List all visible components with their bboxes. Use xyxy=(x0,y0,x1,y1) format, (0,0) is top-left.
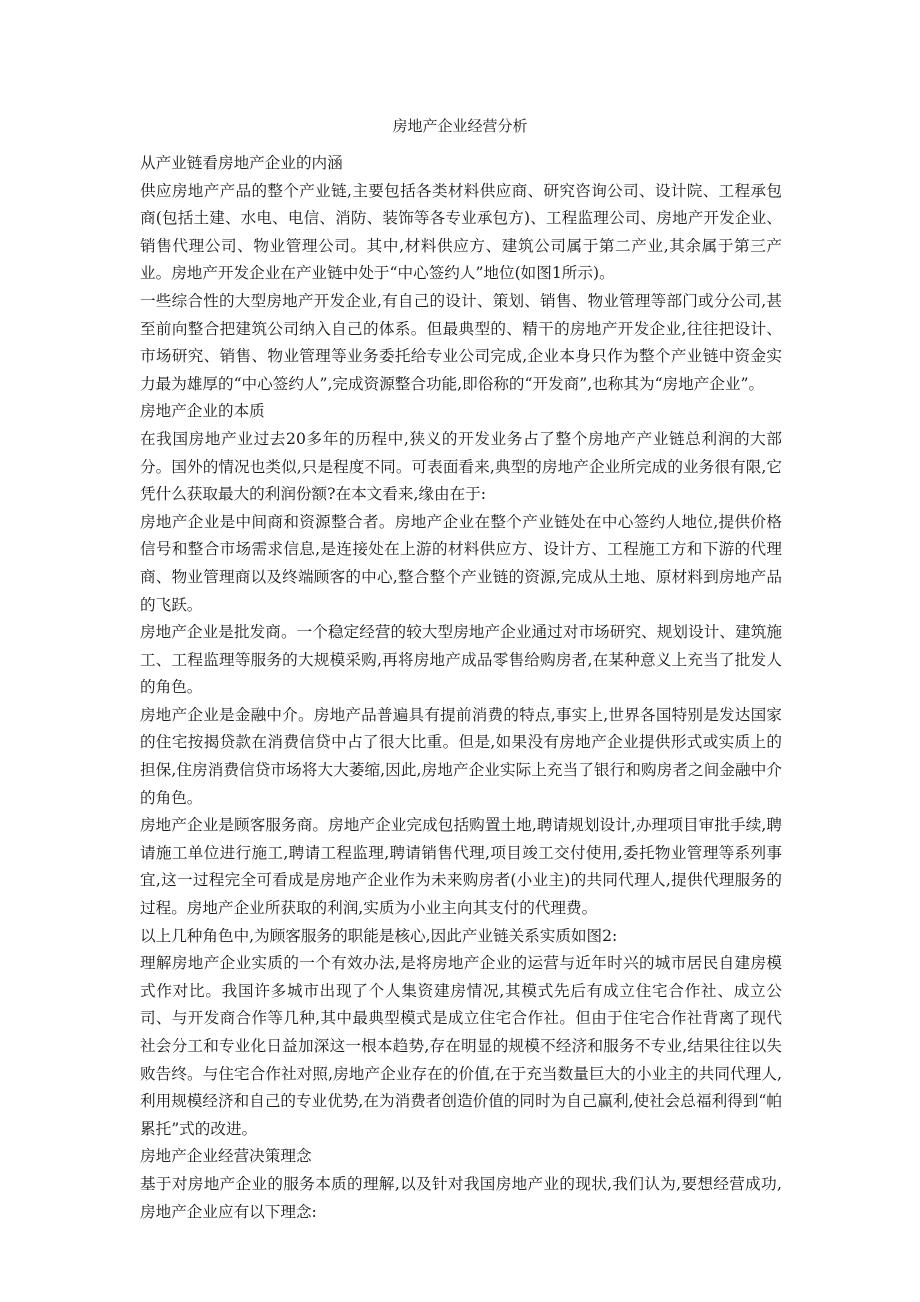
paragraph: 供应房地产产品的整个产业链,主要包括各类材料供应商、研究咨询公司、设计院、工程承包商(包括土建、水电、电信、消防、装饰等各专业承包方)、工程监理公司、房地产开发企业、销售代理公司、物业管理公司。其中,材料供应方、建筑公司属于第二产业,其余属于第三产业。房地产开发企业在产业链中处于“中心签约人”地位(如图1所示)。 xyxy=(140,181,782,283)
paragraph: 房地产企业是中间商和资源整合者。房地产企业在整个产业链处在中心签约人地位,提供价格信号和整合市场需求信息,是连接处在上游的材料供应方、设计方、工程施工方和下游的代理商、物业管理商以及终端顾客的中心,整合整个产业链的资源,完成从土地、原材料到房地产品的飞跃。 xyxy=(140,512,782,614)
paragraph: 在我国房地产业过去20多年的历程中,狭义的开发业务占了整个房地产产业链总利润的大部分。国外的情况也类似,只是程度不同。可表面看来,典型的房地产企业所完成的业务很有限,它凭什么获取最大的利润份额?在本文看来,缘由在于: xyxy=(140,429,782,504)
paragraph: 房地产企业是金融中介。房地产品普遍具有提前消费的特点,事实上,世界各国特别是发达国家的住宅按揭贷款在消费信贷中占了很大比重。但是,如果没有房地产企业提供形式或实质上的担保,住房消费信贷市场将大大萎缩,因此,房地产企业实际上充当了银行和购房者之间金融中介的角色。 xyxy=(140,705,782,807)
paragraph: 基于对房地产企业的服务本质的理解,以及针对我国房地产业的现状,我们认为,要想经营成功,房地产企业应有以下理念: xyxy=(140,1174,782,1221)
paragraph: 一些综合性的大型房地产开发企业,有自己的设计、策划、销售、物业管理等部门或分公司,甚至前向整合把建筑公司纳入自己的体系。但最典型的、精干的房地产开发企业,往往把设计、市场研究、销售、物业管理等业务委托给专业公司完成,企业本身只作为整个产业链中资金实力最为雄厚的“中心签约人”,完成资源整合功能,即俗称的“开发商”,也称其为“房地产企业”。 xyxy=(140,291,782,393)
document-body xyxy=(140,150,782,1226)
document-title: 房地产企业经营分析 xyxy=(392,117,528,135)
paragraph: 房地产企业是顾客服务商。房地产企业完成包括购置土地,聘请规划设计,办理项目审批手续,聘请施工单位进行施工,聘请工程监理,聘请销售代理,项目竣工交付使用,委托物业管理等系列事宜,这一过程完全可看成是房地产企业作为未来购房者(小业主)的共同代理人,提供代理服务的过程。房地产企业所获取的利润,实质为小业主向其支付的代理费。 xyxy=(140,816,782,918)
paragraph: 以上几种角色中,为顾客服务的职能是核心,因此产业链关系实质如图2: xyxy=(140,926,618,945)
paragraph: 理解房地产企业实质的一个有效办法,是将房地产企业的运营与近年时兴的城市居民自建房模式作对比。我国许多城市出现了个人集资建房情况,其模式先后有成立住宅合作社、成立公司、与开发商合作等几种,其中最典型模式是成立住宅合作社。但由于住宅合作社背离了现代社会分工和专业化日益加深这一根本趋势,存在明显的规模不经济和服务不专业,结果往往以失败告终。与住宅合作社对照,房地产企业存在的价值,在于充当数量巨大的小业主的共同代理人,利用规模经济和自己的专业优势,在为消费者创造价值的同时为自己赢利,使社会总福利得到“帕累托”式的改进。 xyxy=(140,954,782,1138)
section-heading: 房地产企业经营决策理念 xyxy=(140,1147,312,1166)
section-heading: 房地产企业的本质 xyxy=(140,402,265,421)
section-heading: 从产业链看房地产企业的内涵 xyxy=(140,154,343,172)
paragraph: 房地产企业是批发商。一个稳定经营的较大型房地产企业通过对市场研究、规划设计、建筑施工、工程监理等服务的大规模采购,再将房地产成品零售给购房者,在某种意义上充当了批发人的角色。 xyxy=(140,623,782,697)
